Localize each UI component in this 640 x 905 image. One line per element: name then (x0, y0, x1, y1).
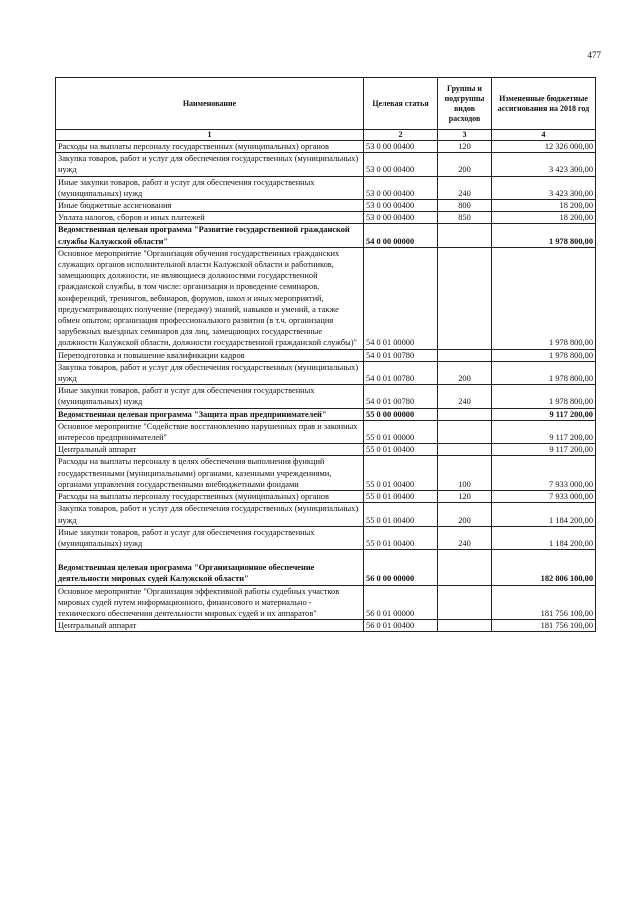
row-name: Расходы на выплаты персоналу в целях обеспечения выполнения функций государственными (муниципальными) органами, казенными учреждениями, органами управления государственными внебюджетными фондами (56, 456, 364, 491)
program-row (56, 224, 596, 247)
row-target-article: 55 0 01 00000 (364, 420, 438, 443)
column-number: 2 (364, 130, 438, 141)
row-target-article: 55 0 01 00400 (364, 526, 438, 549)
row-name: Ведомственная целевая программа "Защита прав предпринимателей" (56, 408, 364, 420)
row-expense-group (438, 420, 492, 443)
row-amount: 181 756 100,00 (492, 620, 596, 632)
row-target-article: 55 0 01 00400 (364, 456, 438, 491)
row-expense-group: 200 (438, 361, 492, 384)
row-amount: 182 806 100,00 (492, 550, 596, 585)
table-row (56, 385, 596, 408)
row-amount: 18 200,00 (492, 200, 596, 212)
column-number: 4 (492, 130, 596, 141)
row-expense-group: 120 (438, 491, 492, 503)
program-row (56, 408, 596, 420)
budget-table (55, 77, 596, 632)
row-target-article: 53 0 00 00400 (364, 176, 438, 199)
table-row (56, 444, 596, 456)
row-expense-group: 100 (438, 456, 492, 491)
table-row (56, 503, 596, 526)
row-expense-group: 200 (438, 153, 492, 176)
table-row (56, 526, 596, 549)
row-target-article: 55 0 00 00000 (364, 408, 438, 420)
row-amount: 1 978 800,00 (492, 349, 596, 361)
table-row (56, 247, 596, 349)
column-number: 1 (56, 130, 364, 141)
row-target-article: 56 0 01 00000 (364, 585, 438, 620)
row-name: Закупка товаров, работ и услуг для обеспечения государственных (муниципальных) нужд (56, 153, 364, 176)
row-target-article: 55 0 01 00400 (364, 491, 438, 503)
row-target-article: 54 0 01 00780 (364, 385, 438, 408)
row-expense-group (438, 585, 492, 620)
row-expense-group: 240 (438, 176, 492, 199)
row-amount: 9 117 200,00 (492, 408, 596, 420)
row-expense-group (438, 408, 492, 420)
row-target-article: 54 0 01 00780 (364, 349, 438, 361)
row-amount: 3 423 300,00 (492, 153, 596, 176)
row-name: Центральный аппарат (56, 444, 364, 456)
row-amount: 1 978 800,00 (492, 361, 596, 384)
table-row (56, 349, 596, 361)
table-row (56, 361, 596, 384)
row-amount: 1 978 800,00 (492, 247, 596, 349)
row-target-article: 54 0 01 00000 (364, 247, 438, 349)
row-expense-group (438, 620, 492, 632)
row-target-article: 53 0 00 00400 (364, 200, 438, 212)
row-target-article: 55 0 01 00400 (364, 444, 438, 456)
row-expense-group: 120 (438, 141, 492, 153)
row-target-article: 54 0 01 00780 (364, 361, 438, 384)
page-number: 477 (587, 50, 601, 60)
table-row (56, 153, 596, 176)
table-row (56, 141, 596, 153)
row-name: Закупка товаров, работ и услуг для обеспечения государственных (муниципальных) нужд (56, 361, 364, 384)
row-amount: 12 326 000,00 (492, 141, 596, 153)
row-target-article: 56 0 01 00400 (364, 620, 438, 632)
table-row (56, 620, 596, 632)
row-name: Закупка товаров, работ и услуг для обеспечения государственных (муниципальных) нужд (56, 503, 364, 526)
header-allocations: Измененные бюджетные ассигнования на 2018 год (492, 78, 596, 130)
row-amount: 7 933 000,00 (492, 491, 596, 503)
row-name: Центральный аппарат (56, 620, 364, 632)
row-target-article: 53 0 00 00400 (364, 212, 438, 224)
row-name: Расходы на выплаты персоналу государственных (муниципальных) органов (56, 141, 364, 153)
header-expense-group: Группы и подгруппы видов расходов (438, 78, 492, 130)
row-amount: 1 184 200,00 (492, 526, 596, 549)
row-name: Ведомственная целевая программа "Развитие государственной гражданской службы Калужской области" (56, 224, 364, 247)
row-name: Основное мероприятие "Организация эффективной работы судебных участков мировых судей путем информационного, финансового и материально - технического обеспечения деятельности мировых судей и их аппаратов" (56, 585, 364, 620)
row-target-article: 55 0 01 00400 (364, 503, 438, 526)
row-name: Иные закупки товаров, работ и услуг для обеспечения государственных (муниципальных) нужд (56, 385, 364, 408)
row-name: Уплата налогов, сборов и иных платежей (56, 212, 364, 224)
row-name: Ведомственная целевая программа "Организационное обеспечение деятельности мировых судей Калужской области" (56, 550, 364, 585)
table-row (56, 456, 596, 491)
row-amount: 7 933 000,00 (492, 456, 596, 491)
column-number: 3 (438, 130, 492, 141)
row-expense-group (438, 247, 492, 349)
program-row (56, 550, 596, 585)
table-row (56, 585, 596, 620)
row-expense-group: 800 (438, 200, 492, 212)
row-amount: 1 978 800,00 (492, 385, 596, 408)
row-target-article: 56 0 00 00000 (364, 550, 438, 585)
row-amount: 9 117 200,00 (492, 420, 596, 443)
header-target-article: Целевая статья (364, 78, 438, 130)
row-name: Иные бюджетные ассигнования (56, 200, 364, 212)
header-name: Наименование (56, 78, 364, 130)
table-row (56, 491, 596, 503)
row-name: Переподготовка и повышение квалификации кадров (56, 349, 364, 361)
row-amount: 1 184 200,00 (492, 503, 596, 526)
row-expense-group: 240 (438, 385, 492, 408)
row-target-article: 53 0 00 00400 (364, 153, 438, 176)
row-target-article: 53 0 00 00400 (364, 141, 438, 153)
row-name: Основное мероприятие "Содействие восстановлению нарушенных прав и законных интересов предпринимателей" (56, 420, 364, 443)
row-expense-group (438, 444, 492, 456)
row-name: Основное мероприятие "Организация обучения государственных гражданских служащих органов исполнительной власти Калужской области и работников, замещающих должности, не являющиеся должностями государственной гражданской службы, в том числе: организация и проведение семинаров, конференций, тренингов, вебинаров, форумов, школ и иных мероприятий, предусматривающих получение (передачу) знаний, навыков и умений, а также обмен опытом; организация профессионального развития (в т.ч. организация зарубежных выездных семинаров для лиц, замещающих государственные должности Калужской области, должности государственной гражданской службы)" (56, 247, 364, 349)
row-name: Расходы на выплаты персоналу государственных (муниципальных) органов (56, 491, 364, 503)
row-amount: 18 200,00 (492, 212, 596, 224)
row-amount: 1 978 800,00 (492, 224, 596, 247)
table-row (56, 200, 596, 212)
column-number-row (56, 130, 596, 141)
row-name: Иные закупки товаров, работ и услуг для обеспечения государственных (муниципальных) нужд (56, 176, 364, 199)
row-amount: 181 756 100,00 (492, 585, 596, 620)
table-row (56, 212, 596, 224)
table-row (56, 176, 596, 199)
row-amount: 3 423 300,00 (492, 176, 596, 199)
row-expense-group: 240 (438, 526, 492, 549)
header-row (56, 78, 596, 130)
row-expense-group (438, 224, 492, 247)
table-row (56, 420, 596, 443)
row-target-article: 54 0 00 00000 (364, 224, 438, 247)
row-amount: 9 117 200,00 (492, 444, 596, 456)
row-name: Иные закупки товаров, работ и услуг для обеспечения государственных (муниципальных) нужд (56, 526, 364, 549)
row-expense-group: 200 (438, 503, 492, 526)
row-expense-group: 850 (438, 212, 492, 224)
row-expense-group (438, 349, 492, 361)
row-expense-group (438, 550, 492, 585)
